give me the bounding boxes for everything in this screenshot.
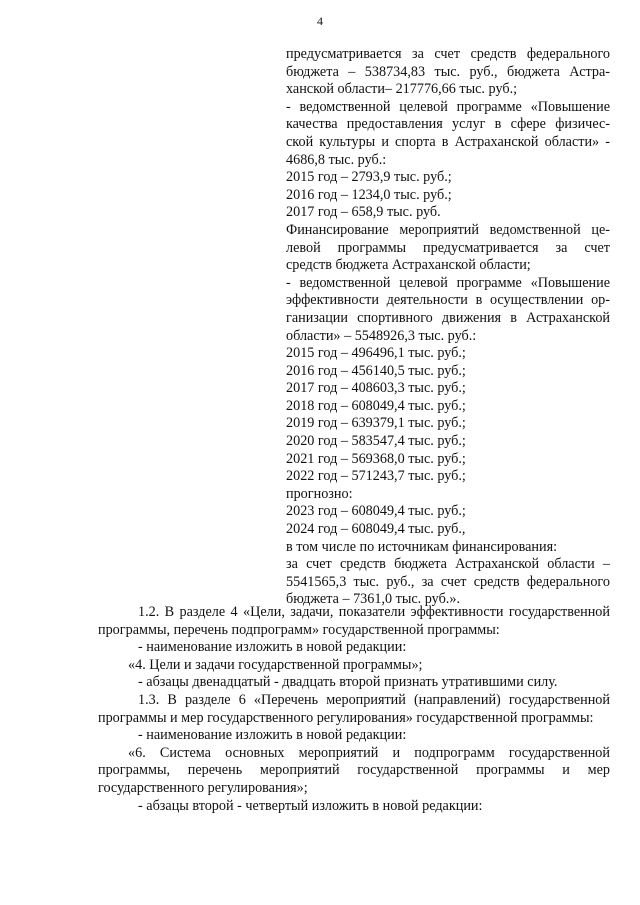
right-column-line: 2022 год – 571243,7 тыс. руб.; (286, 468, 466, 485)
right-column-line: левой программы предусматривается за счет (286, 239, 610, 256)
body-paragraph: - наименование изложить в новой редакции: (138, 727, 407, 744)
right-column-line: - ведомственной целевой программе «Повышение (286, 98, 610, 115)
right-column-line: Финансирование мероприятий ведомственной це- (286, 221, 610, 238)
right-column-line: бюджета – 538734,83 тыс. руб., бюджета Астра- (286, 63, 610, 80)
right-column-line: 2016 год – 456140,5 тыс. руб.; (286, 362, 466, 379)
right-column-line: 2017 год – 658,9 тыс. руб. (286, 204, 441, 221)
right-column-line: 2017 год – 408603,3 тыс. руб.; (286, 380, 466, 397)
right-column-line: ханской области– 217776,66 тыс. руб.; (286, 81, 518, 98)
right-column-line: 2015 год – 2793,9 тыс. руб.; (286, 169, 452, 186)
body-paragraph: «6. Система основных мероприятий и подпрограмм государственной программы, перечень мероприятий государственной программы и мер государственного регулирования»; (98, 744, 610, 796)
body-paragraph: - абзацы второй - четвертый изложить в новой редакции: (138, 797, 483, 814)
body-paragraph: - наименование изложить в новой редакции: (138, 639, 407, 656)
body-paragraph: - абзацы двенадцатый - двадцать второй признать утратившими силу. (138, 674, 558, 691)
right-column-line: 2020 год – 583547,4 тыс. руб.; (286, 433, 466, 450)
right-column-line: 5541565,3 тыс. руб., за счет средств федерального (286, 573, 610, 590)
right-column-line: предусматривается за счет средств федерального (286, 46, 610, 62)
right-column-line: за счет средств бюджета Астраханской области – (286, 556, 610, 573)
right-column-line: эффективности деятельности в осуществлении ор- (286, 292, 610, 309)
right-column-line: в том числе по источникам финансирования: (286, 538, 558, 555)
body-paragraph: 1.2. В разделе 4 «Цели, задачи, показатели эффективности государственной программы, перечень подпрограмм» государственной программы: (98, 604, 610, 638)
right-column-line: области» – 5548926,3 тыс. руб.: (286, 327, 477, 344)
right-column-line: качества предоставления услуг в сфере физичес- (286, 116, 610, 133)
right-column-line: 2021 год – 569368,0 тыс. руб.; (286, 450, 466, 467)
right-column-line: 2024 год – 608049,4 тыс. руб., (286, 521, 466, 538)
right-column-line: ганизации спортивного движения в Астраханской (286, 309, 610, 326)
right-column-line: 2019 год – 639379,1 тыс. руб.; (286, 415, 466, 432)
right-column-text (286, 46, 610, 609)
right-column-line: - ведомственной целевой программе «Повышение (286, 274, 610, 291)
body-paragraph: 1.3. В разделе 6 «Перечень мероприятий (направлений) государственной программы и мер государственного регулирования» государственной программы: (98, 691, 610, 726)
right-column-line: средств бюджета Астраханской области; (286, 257, 531, 274)
right-column-line: бюджета – 7361,0 тыс. руб.». (286, 591, 460, 608)
main-text-body (98, 604, 610, 815)
right-column-line: 2016 год – 1234,0 тыс. руб.; (286, 186, 452, 203)
page-number: 4 (317, 14, 323, 28)
right-column-line: 2018 год – 608049,4 тыс. руб.; (286, 397, 466, 414)
right-column-line: ской культуры и спорта в Астраханской области» - (286, 133, 610, 150)
right-column-line: 4686,8 тыс. руб.: (286, 151, 387, 168)
right-column-line: прогнозно: (286, 485, 353, 502)
right-column-line: 2023 год – 608049,4 тыс. руб.; (286, 503, 466, 520)
body-paragraph: «4. Цели и задачи государственной программы»; (128, 656, 423, 673)
right-column-line: 2015 год – 496496,1 тыс. руб.; (286, 345, 466, 362)
